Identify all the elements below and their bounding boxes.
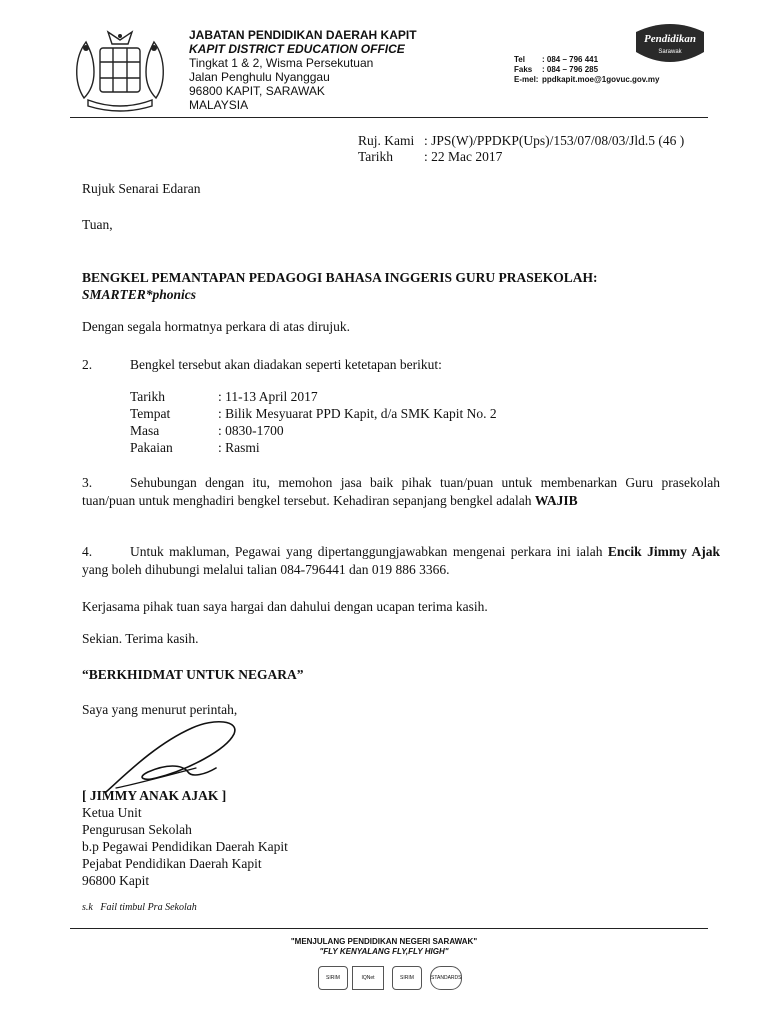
contact-person-name: Encik Jimmy Ajak: [607, 544, 721, 559]
address-line: 96800 KAPIT, SARAWAK: [189, 84, 325, 98]
subject-subtitle: SMARTER*phonics: [82, 287, 197, 302]
certification-logo: STANDARDS: [430, 966, 462, 990]
paragraph-number: 4.: [82, 544, 93, 559]
badge-bottom-text: Sarawak: [658, 49, 682, 55]
email-value: ppdkapit.moe@1govuc.gov.my: [542, 75, 660, 84]
signatory-title: Pengurusan Sekolah: [82, 822, 192, 837]
tel-label: Tel: [514, 55, 525, 64]
email-label: E-mel:: [514, 75, 539, 84]
paragraph-number: 2.: [82, 357, 93, 372]
certification-logo: SIRIM: [392, 966, 422, 990]
footer-slogan: "MENJULANG PENDIDIKAN NEGERI SARAWAK": [290, 937, 478, 946]
paragraph-4: [82, 543, 720, 579]
closing-line: Sekian. Terima kasih.: [82, 631, 199, 646]
paragraph-text: yang boleh dihubungi melalui talian 084-796441 dan 019 886 3366.: [82, 562, 450, 577]
signature-icon: [96, 714, 244, 796]
paragraph-3: [82, 474, 720, 510]
tel-row: [514, 55, 598, 65]
reference-row: [358, 133, 684, 149]
reference-label: Ruj. Kami: [358, 133, 415, 148]
salutation: Tuan,: [82, 217, 113, 232]
footer-divider: [70, 928, 708, 929]
detail-label: Tempat: [130, 406, 171, 421]
subject-title: BENGKEL PEMANTAPAN PEDAGOGI BAHASA INGGERIS GURU PRASEKOLAH:: [82, 270, 598, 285]
detail-row: [130, 439, 260, 456]
fax-row: [514, 65, 598, 75]
paragraph-number: 3.: [82, 475, 93, 490]
detail-value: : 11-13 April 2017: [218, 389, 318, 404]
email-row: [514, 75, 659, 85]
detail-row: [130, 422, 284, 439]
org-name-english: KAPIT DISTRICT EDUCATION OFFICE: [189, 42, 405, 56]
recipient: Rujuk Senarai Edaran: [82, 181, 201, 196]
signatory-title: Ketua Unit: [82, 805, 142, 820]
address-line: Tingkat 1 & 2, Wisma Persekutuan: [189, 56, 374, 70]
detail-label: Masa: [130, 423, 160, 438]
pendidikan-sarawak-logo: [634, 22, 706, 68]
cc-line: [82, 902, 197, 913]
fax-label: Faks: [514, 65, 533, 74]
address-line: MALAYSIA: [189, 98, 249, 112]
address-line: Jalan Penghulu Nyanggau: [189, 70, 330, 84]
date-value: : 22 Mac 2017: [424, 149, 503, 164]
paragraph-text: Sehubungan dengan itu, memohon jasa baik pihak tuan/puan untuk membenarkan Guru prasekolah tuan/puan untuk menghadiri bengkel tersebut. Kehadiran sepanjang bengkel adalah: [82, 475, 720, 508]
footer-slogan-english: "FLY KENYALANG FLY,FLY HIGH": [319, 947, 449, 956]
signatory-name: [ JIMMY ANAK AJAK ]: [82, 788, 227, 803]
paragraph-text: Bengkel tersebut akan diadakan seperti ketetapan berikut:: [130, 357, 442, 372]
date-row: [358, 149, 502, 165]
detail-row: [130, 405, 497, 422]
reference-value: : JPS(W)/PPDKP(Ups)/153/07/08/03/Jld.5 (46 ): [424, 133, 685, 148]
date-label: Tarikh: [358, 149, 394, 164]
fax-value: : 084 – 796 285: [542, 65, 599, 74]
signatory-title: b.p Pegawai Pendidikan Daerah Kapit: [82, 839, 288, 854]
detail-value: : Bilik Mesyuarat PPD Kapit, d/a SMK Kapit No. 2: [218, 406, 497, 421]
paragraph-text: Untuk makluman, Pegawai yang dipertanggungjawabkan mengenai perkara ini ialah: [130, 544, 603, 559]
detail-row: [130, 388, 318, 405]
tel-value: : 084 – 796 441: [542, 55, 599, 64]
certification-logo: IQNet: [352, 966, 384, 990]
certification-logo: SIRIM: [318, 966, 348, 990]
org-name: JABATAN PENDIDIKAN DAERAH KAPIT: [189, 28, 417, 42]
motto: “BERKHIDMAT UNTUK NEGARA”: [82, 667, 304, 682]
detail-label: Pakaian: [130, 440, 173, 455]
mandatory-emphasis: WAJIB: [534, 493, 578, 508]
signatory-title: Pejabat Pendidikan Daerah Kapit: [82, 856, 262, 871]
header-divider: [70, 117, 708, 118]
cc-text: Fail timbul Pra Sekolah: [100, 902, 197, 913]
malaysia-crest-icon: [68, 28, 172, 112]
cc-label: s.k: [82, 902, 93, 913]
sign-off: Saya yang menurut perintah,: [82, 702, 238, 717]
detail-value: : 0830-1700: [218, 423, 284, 438]
detail-value: : Rasmi: [218, 440, 260, 455]
intro-paragraph: Dengan segala hormatnya perkara di atas dirujuk.: [82, 319, 351, 334]
paragraph-2: [82, 356, 442, 373]
detail-label: Tarikh: [130, 389, 166, 404]
signatory-title: 96800 Kapit: [82, 873, 150, 888]
badge-top-text: Pendidikan: [644, 33, 696, 45]
thanks-line: Kerjasama pihak tuan saya hargai dan dahului dengan ucapan terima kasih.: [82, 599, 488, 614]
